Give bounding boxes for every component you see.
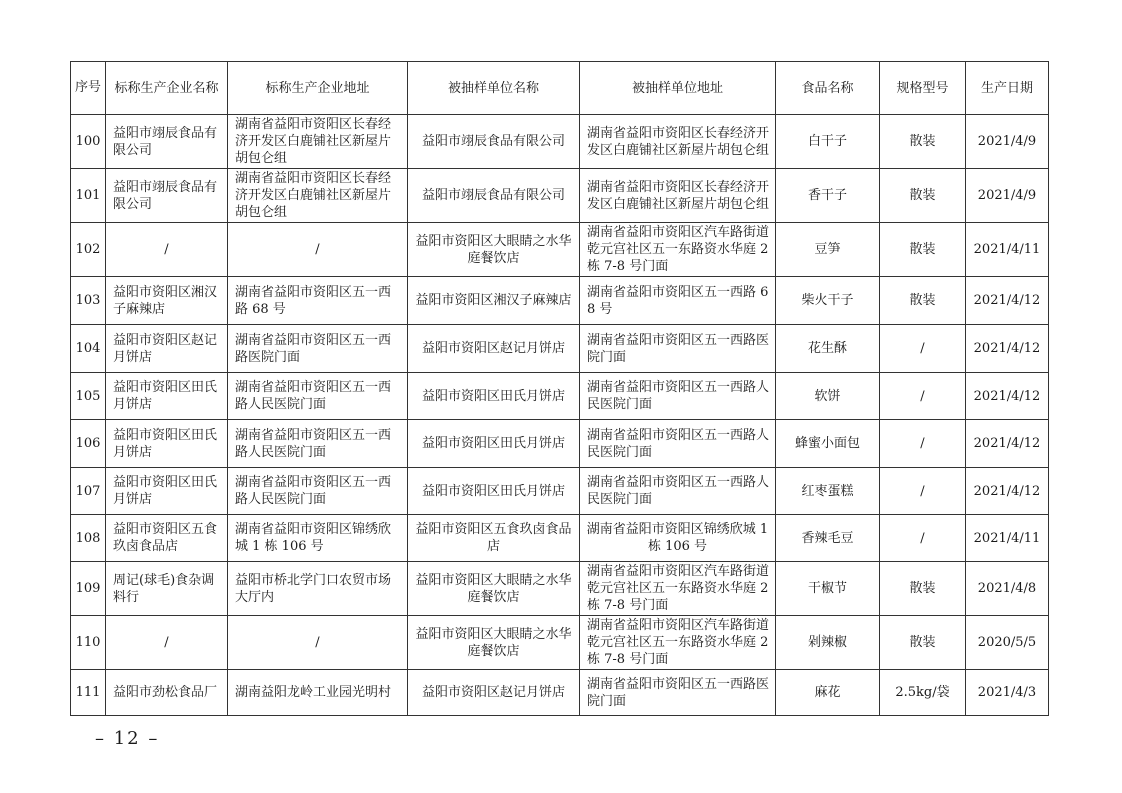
header-spec: 规格型号: [880, 62, 966, 115]
table-row: [71, 115, 1049, 169]
cell-manufacturer-name: /: [106, 616, 228, 670]
cell-food-name: 干椒节: [776, 562, 880, 616]
cell-sampled-unit-name: 益阳市资阳区田氏月饼店: [408, 420, 580, 468]
cell-manufacturer-address: 湖南益阳龙岭工业园光明村: [228, 670, 408, 716]
cell-spec: 2.5kg/袋: [880, 670, 966, 716]
cell-manufacturer-address: 湖南省益阳市资阳区五一西路人民医院门面: [228, 420, 408, 468]
cell-spec: /: [880, 515, 966, 562]
cell-sampled-unit-name: 益阳市资阳区田氏月饼店: [408, 468, 580, 515]
cell-production-date: 2021/4/12: [966, 373, 1049, 420]
cell-seq: 100: [71, 115, 106, 169]
cell-sampled-unit-address: 湖南省益阳市资阳区长春经济开发区白鹿铺社区新屋片胡包仑组: [580, 169, 776, 223]
cell-manufacturer-address: 湖南省益阳市资阳区五一西路人民医院门面: [228, 373, 408, 420]
cell-production-date: 2021/4/12: [966, 468, 1049, 515]
cell-spec: /: [880, 420, 966, 468]
cell-sampled-unit-name: 益阳市翊辰食品有限公司: [408, 169, 580, 223]
cell-manufacturer-name: 益阳市劲松食品厂: [106, 670, 228, 716]
cell-food-name: 柴火干子: [776, 277, 880, 325]
cell-food-name: 白干子: [776, 115, 880, 169]
cell-production-date: 2021/4/3: [966, 670, 1049, 716]
page-number: – 12 –: [95, 728, 160, 749]
cell-manufacturer-address: 湖南省益阳市资阳区五一西路医院门面: [228, 325, 408, 373]
cell-sampled-unit-name: 益阳市资阳区田氏月饼店: [408, 373, 580, 420]
cell-spec: /: [880, 373, 966, 420]
cell-manufacturer-address: 湖南省益阳市资阳区五一西路 68 号: [228, 277, 408, 325]
cell-sampled-unit-name: 益阳市资阳区湘汉子麻辣店: [408, 277, 580, 325]
header-seq: 序号: [71, 62, 106, 115]
cell-manufacturer-name: 益阳市资阳区田氏月饼店: [106, 420, 228, 468]
cell-sampled-unit-address: 湖南省益阳市资阳区长春经济开发区白鹿铺社区新屋片胡包仑组: [580, 115, 776, 169]
cell-manufacturer-name: 益阳市翊辰食品有限公司: [106, 169, 228, 223]
cell-sampled-unit-name: 益阳市资阳区赵记月饼店: [408, 325, 580, 373]
cell-spec: 散装: [880, 616, 966, 670]
cell-manufacturer-address: /: [228, 616, 408, 670]
cell-manufacturer-address: 湖南省益阳市资阳区锦绣欣城 1 栋 106 号: [228, 515, 408, 562]
cell-seq: 101: [71, 169, 106, 223]
table-row: [71, 616, 1049, 670]
cell-sampled-unit-name: 益阳市资阳区大眼睛之水华庭餐饮店: [408, 616, 580, 670]
sampling-results-table: [70, 61, 1049, 716]
cell-manufacturer-name: 益阳市资阳区湘汉子麻辣店: [106, 277, 228, 325]
cell-spec: 散装: [880, 562, 966, 616]
cell-food-name: 花生酥: [776, 325, 880, 373]
cell-seq: 108: [71, 515, 106, 562]
cell-production-date: 2020/5/5: [966, 616, 1049, 670]
table-row: [71, 325, 1049, 373]
cell-seq: 111: [71, 670, 106, 716]
cell-food-name: 红枣蛋糕: [776, 468, 880, 515]
cell-production-date: 2021/4/11: [966, 515, 1049, 562]
cell-manufacturer-name: 周记(球毛)食杂调料行: [106, 562, 228, 616]
table-row: [71, 562, 1049, 616]
cell-food-name: 剁辣椒: [776, 616, 880, 670]
cell-sampled-unit-address: 湖南省益阳市资阳区五一西路医院门面: [580, 325, 776, 373]
cell-food-name: 豆笋: [776, 223, 880, 277]
cell-food-name: 香干子: [776, 169, 880, 223]
cell-seq: 107: [71, 468, 106, 515]
cell-production-date: 2021/4/9: [966, 115, 1049, 169]
table-header-row: [71, 62, 1049, 115]
table-row: [71, 223, 1049, 277]
cell-seq: 105: [71, 373, 106, 420]
cell-manufacturer-address: 湖南省益阳市资阳区长春经济开发区白鹿铺社区新屋片胡包仑组: [228, 115, 408, 169]
cell-sampled-unit-name: 益阳市资阳区赵记月饼店: [408, 670, 580, 716]
cell-sampled-unit-address: 湖南省益阳市资阳区汽车路街道乾元宫社区五一东路资水华庭 2 栋 7-8 号门面: [580, 223, 776, 277]
cell-sampled-unit-name: 益阳市翊辰食品有限公司: [408, 115, 580, 169]
cell-sampled-unit-name: 益阳市资阳区大眼睛之水华庭餐饮店: [408, 223, 580, 277]
cell-sampled-unit-address: 湖南省益阳市资阳区汽车路街道乾元宫社区五一东路资水华庭 2 栋 7-8 号门面: [580, 562, 776, 616]
cell-seq: 102: [71, 223, 106, 277]
header-sampled-unit-address: 被抽样单位地址: [580, 62, 776, 115]
cell-spec: 散装: [880, 277, 966, 325]
table-row: [71, 468, 1049, 515]
cell-sampled-unit-address: 湖南省益阳市资阳区锦绣欣城 1 栋 106 号: [580, 515, 776, 562]
table-row: [71, 515, 1049, 562]
cell-manufacturer-name: 益阳市资阳区赵记月饼店: [106, 325, 228, 373]
header-manufacturer-name: 标称生产企业名称: [106, 62, 228, 115]
cell-food-name: 软饼: [776, 373, 880, 420]
header-sampled-unit-name: 被抽样单位名称: [408, 62, 580, 115]
cell-seq: 109: [71, 562, 106, 616]
cell-spec: 散装: [880, 223, 966, 277]
cell-production-date: 2021/4/12: [966, 277, 1049, 325]
cell-production-date: 2021/4/11: [966, 223, 1049, 277]
header-production-date: 生产日期: [966, 62, 1049, 115]
header-food-name: 食品名称: [776, 62, 880, 115]
cell-production-date: 2021/4/12: [966, 420, 1049, 468]
cell-sampled-unit-address: 湖南省益阳市资阳区五一西路人民医院门面: [580, 373, 776, 420]
cell-manufacturer-name: /: [106, 223, 228, 277]
cell-manufacturer-name: 益阳市翊辰食品有限公司: [106, 115, 228, 169]
cell-manufacturer-address: /: [228, 223, 408, 277]
cell-sampled-unit-name: 益阳市资阳区大眼睛之水华庭餐饮店: [408, 562, 580, 616]
cell-manufacturer-name: 益阳市资阳区田氏月饼店: [106, 468, 228, 515]
cell-manufacturer-address: 湖南省益阳市资阳区长春经济开发区白鹿铺社区新屋片胡包仑组: [228, 169, 408, 223]
table-row: [71, 277, 1049, 325]
sampling-report-sheet: [70, 61, 1048, 716]
cell-sampled-unit-address: 湖南省益阳市资阳区五一西路 68 号: [580, 277, 776, 325]
cell-manufacturer-name: 益阳市资阳区田氏月饼店: [106, 373, 228, 420]
table-row: [71, 420, 1049, 468]
cell-seq: 110: [71, 616, 106, 670]
header-manufacturer-address: 标称生产企业地址: [228, 62, 408, 115]
cell-seq: 104: [71, 325, 106, 373]
table-row: [71, 670, 1049, 716]
cell-food-name: 麻花: [776, 670, 880, 716]
cell-sampled-unit-address: 湖南省益阳市资阳区汽车路街道乾元宫社区五一东路资水华庭 2 栋 7-8 号门面: [580, 616, 776, 670]
cell-spec: /: [880, 468, 966, 515]
cell-sampled-unit-address: 湖南省益阳市资阳区五一西路人民医院门面: [580, 468, 776, 515]
cell-manufacturer-address: 湖南省益阳市资阳区五一西路人民医院门面: [228, 468, 408, 515]
cell-spec: 散装: [880, 169, 966, 223]
cell-seq: 106: [71, 420, 106, 468]
cell-seq: 103: [71, 277, 106, 325]
cell-food-name: 香辣毛豆: [776, 515, 880, 562]
cell-sampled-unit-address: 湖南省益阳市资阳区五一西路人民医院门面: [580, 420, 776, 468]
cell-production-date: 2021/4/9: [966, 169, 1049, 223]
cell-manufacturer-address: 益阳市桥北学门口农贸市场大厅内: [228, 562, 408, 616]
table-row: [71, 373, 1049, 420]
table-row: [71, 169, 1049, 223]
cell-manufacturer-name: 益阳市资阳区五食玖卤食品店: [106, 515, 228, 562]
cell-spec: 散装: [880, 115, 966, 169]
cell-sampled-unit-name: 益阳市资阳区五食玖卤食品店: [408, 515, 580, 562]
cell-production-date: 2021/4/12: [966, 325, 1049, 373]
cell-spec: /: [880, 325, 966, 373]
cell-food-name: 蜂蜜小面包: [776, 420, 880, 468]
cell-sampled-unit-address: 湖南省益阳市资阳区五一西路医院门面: [580, 670, 776, 716]
cell-production-date: 2021/4/8: [966, 562, 1049, 616]
